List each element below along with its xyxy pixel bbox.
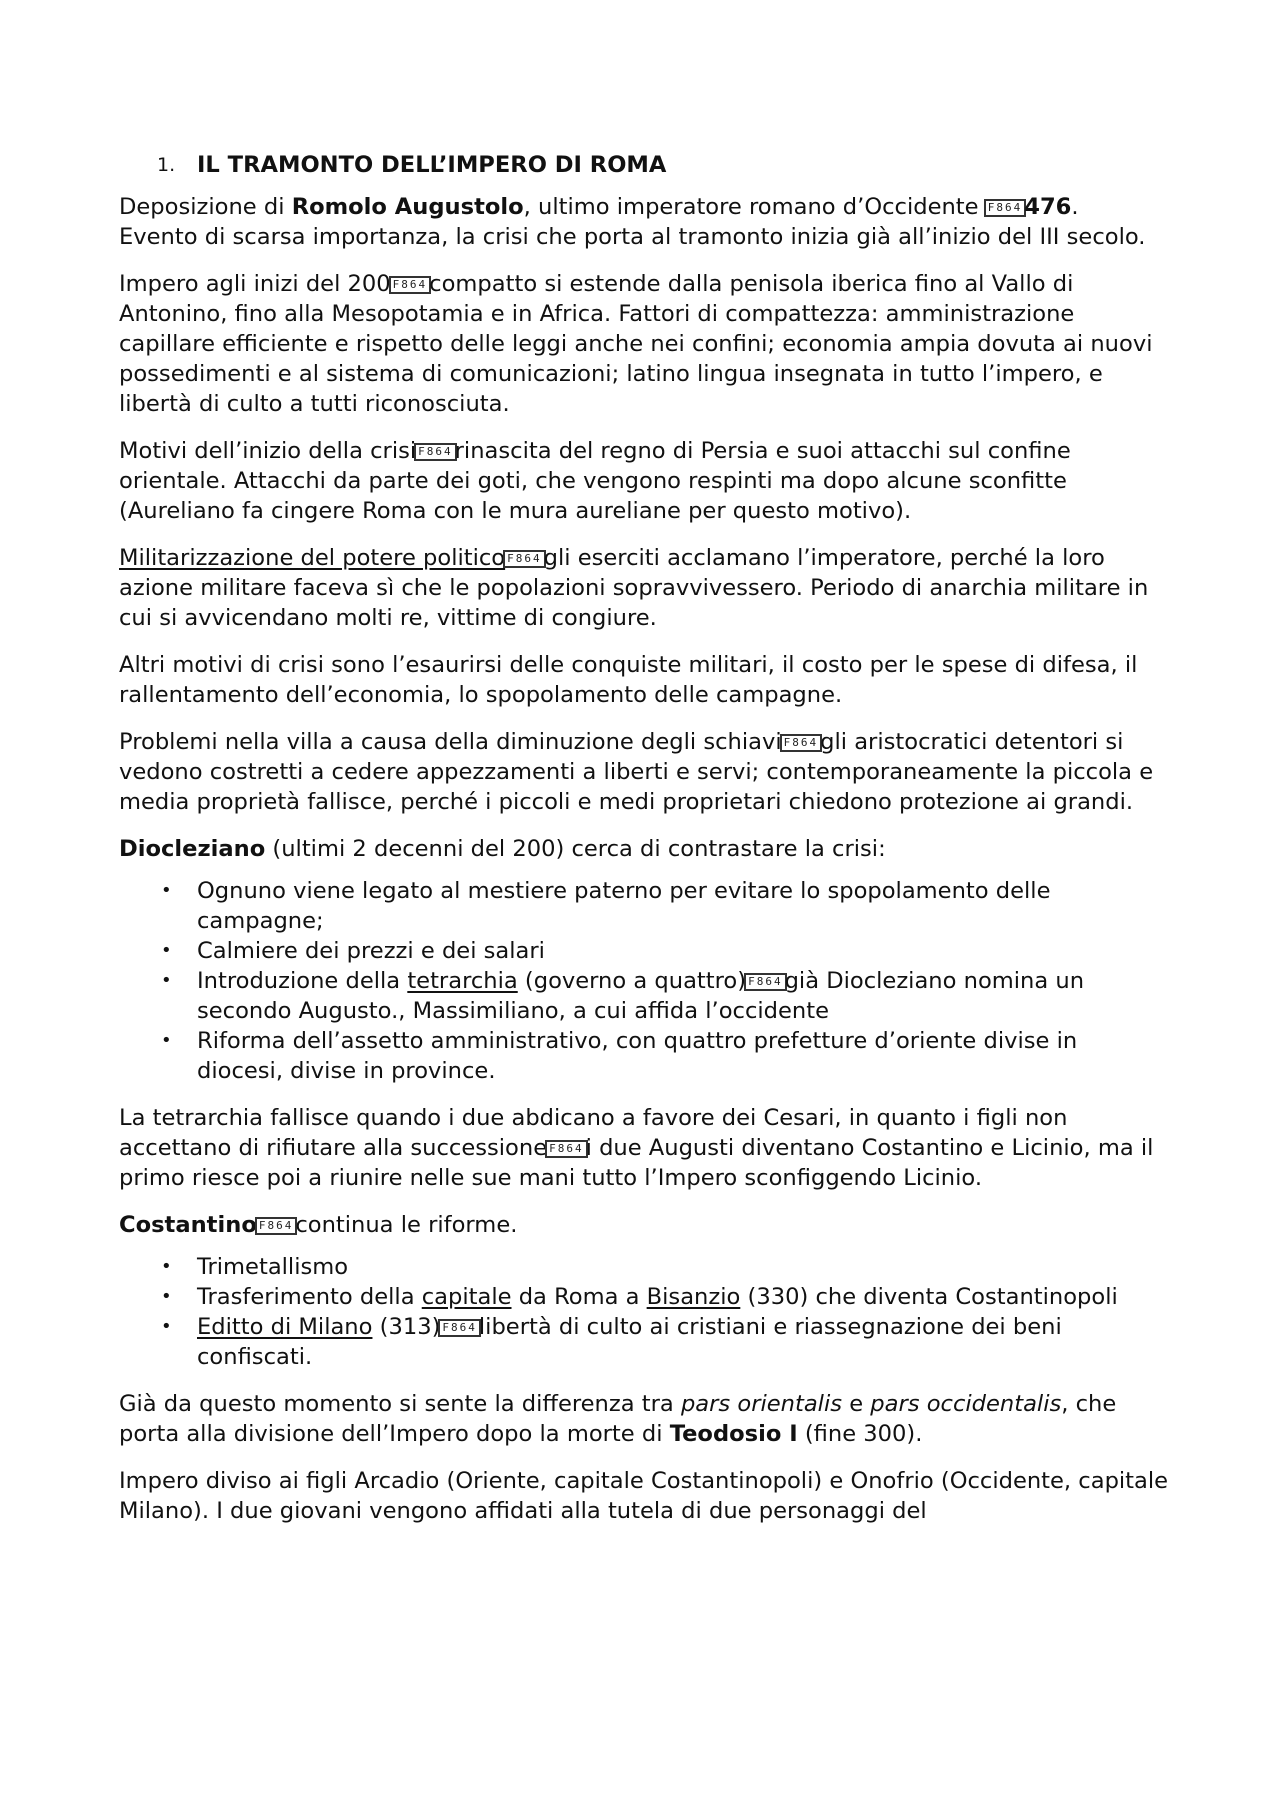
underlined-tetrarchia: tetrarchia <box>407 968 518 994</box>
missing-glyph-icon: F864 <box>389 276 432 294</box>
text-run: rinascita del regno di Persia e suoi attacchi sul confine orientale. Attacchi da parte dei goti, che vengono respinti ma dopo alcune sconfitte (Aureliano fa cingere Roma con le mura aureliane per questo motivo). <box>119 438 1071 524</box>
bullet-icon: • <box>161 1030 172 1051</box>
paragraph-pars <box>119 1389 1169 1449</box>
heading-number: 1. <box>157 154 176 176</box>
paragraph-militarizzazione <box>119 543 1169 633</box>
text-run: Trimetallismo <box>197 1254 349 1280</box>
bullet-icon: • <box>161 1256 172 1277</box>
list-costantino-reforms <box>119 1252 1169 1372</box>
document-page <box>119 150 1169 1543</box>
italic-pars-occidentalis: pars occidentalis <box>870 1391 1062 1417</box>
paragraph-tetrarchia-fallisce <box>119 1103 1169 1193</box>
list-item <box>119 1026 1169 1086</box>
text-run: , ultimo imperatore romano d’Occidente <box>523 194 986 220</box>
underlined-editto-di-milano: Editto di Milano <box>197 1314 373 1340</box>
text-run: (fine 300). <box>797 1421 923 1447</box>
paragraph-motivi-crisi <box>119 436 1169 526</box>
paragraph-impero-200 <box>119 269 1169 419</box>
list-item <box>119 1312 1169 1372</box>
paragraph-villa <box>119 727 1169 817</box>
text-run: Calmiere dei prezzi e dei salari <box>197 938 545 964</box>
text-run: i due Augusti diventano Costantino e Licinio, ma il primo riesce poi a riunire nelle sue mani tutto l’Impero sconfiggendo Licinio. <box>119 1135 1154 1191</box>
text-run: libertà di culto ai cristiani e riassegnazione dei beni confiscati. <box>197 1314 1062 1370</box>
list-item <box>119 1252 1169 1282</box>
text-run: Evento di scarsa importanza, la crisi che porta al tramonto inizia già all’inizio del III secolo. <box>119 224 1146 250</box>
missing-glyph-icon: F864 <box>503 550 546 568</box>
text-run: già Diocleziano nomina un secondo Augusto., Massimiliano, a cui affida l’occidente <box>197 968 1085 1024</box>
text-run: e <box>842 1391 871 1417</box>
list-item <box>119 966 1169 1026</box>
underlined-militarizzazione: Militarizzazione del potere politico <box>119 545 506 571</box>
text-run: gli eserciti acclamano l’imperatore, perché la loro azione militare faceva sì che le popolazioni sopravvivessero. Periodo di anarchia militare in cui si avvicendano molti re, vittime di congiure. <box>119 545 1149 631</box>
bold-year-476: 476 <box>1024 194 1072 220</box>
text-run: Ognuno viene legato al mestiere paterno per evitare lo spopolamento delle campagne; <box>197 878 1051 934</box>
text-run: . <box>1071 194 1079 220</box>
text-run: Riforma dell’assetto amministrativo, con quattro prefetture d’oriente divise in diocesi, divise in province. <box>197 1028 1078 1084</box>
text-run: Problemi nella villa a causa della diminuzione degli schiavi <box>119 729 782 755</box>
text-run: (governo a quattro) <box>517 968 747 994</box>
bold-romolo-augustolo: Romolo Augustolo <box>291 194 524 220</box>
underlined-bisanzio: Bisanzio <box>646 1284 741 1310</box>
italic-pars-orientalis: pars orientalis <box>680 1391 843 1417</box>
paragraph-deposizione <box>119 192 1169 252</box>
bold-teodosio: Teodosio I <box>669 1421 798 1447</box>
missing-glyph-icon: F864 <box>744 973 787 991</box>
list-item <box>119 876 1169 936</box>
paragraph-diocleziano <box>119 834 1169 864</box>
text-run: Introduzione della <box>197 968 408 994</box>
bullet-icon: • <box>161 1286 172 1307</box>
text-run: Impero agli inizi del 200 <box>119 271 391 297</box>
paragraph-altri-motivi: Altri motivi di crisi sono l’esaurirsi delle conquiste militari, il costo per le spese di difesa, il rallentamento dell’economia, lo spopolamento delle campagne. <box>119 652 1138 708</box>
paragraph-impero-diviso: Impero diviso ai figli Arcadio (Oriente, capitale Costantinopoli) e Onofrio (Occidente, capitale Milano). I due giovani vengono affidati alla tutela di due personaggi del <box>119 1468 1169 1524</box>
underlined-capitale: capitale <box>421 1284 512 1310</box>
text-run: , che porta alla divisione dell’Impero dopo la morte di <box>119 1391 1117 1447</box>
paragraph-costantino <box>119 1210 1169 1240</box>
text-run: compatto si estende dalla penisola iberica fino al Vallo di Antonino, fino alla Mesopotamia e in Africa. Fattori di compattezza: amministrazione capillare efficiente e rispetto delle leggi anche nei confini; economia ampia dovuta ai nuovi possedimenti e al sistema di comunicazioni; latino lingua insegnata in tutto l’impero, e libertà di culto a tutti riconosciuta. <box>119 271 1153 417</box>
bullet-icon: • <box>161 940 172 961</box>
missing-glyph-icon: F864 <box>414 443 457 461</box>
bullet-icon: • <box>161 970 172 991</box>
list-item <box>119 936 1169 966</box>
text-run: (330) che diventa Costantinopoli <box>740 1284 1118 1310</box>
missing-glyph-icon: F864 <box>984 199 1027 217</box>
text-run: Motivi dell’inizio della crisi <box>119 438 417 464</box>
heading-title: IL TRAMONTO DELL’IMPERO DI ROMA <box>197 152 667 178</box>
text-run: La tetrarchia fallisce quando i due abdicano a favore dei Cesari, in quanto i figli non accettano di rifiutare alla successione <box>119 1105 1068 1161</box>
bullet-icon: • <box>161 1316 172 1337</box>
bullet-icon: • <box>161 880 172 901</box>
text-run: Già da questo momento si sente la differenza tra <box>119 1391 681 1417</box>
list-item <box>119 1282 1169 1312</box>
text-run: Deposizione di <box>119 194 292 220</box>
bold-costantino: Costantino <box>119 1212 257 1238</box>
text-run: da Roma a <box>511 1284 647 1310</box>
text-run: gli aristocratici detentori si vedono costretti a cedere appezzamenti a liberti e servi; contemporaneamente la piccola e media proprietà fallisce, perché i piccoli e medi proprietari chiedono protezione ai grandi. <box>119 729 1154 815</box>
text-run: (ultimi 2 decenni del 200) cerca di contrastare la crisi: <box>265 836 886 862</box>
bold-diocleziano: Diocleziano <box>119 836 266 862</box>
missing-glyph-icon: F864 <box>780 734 823 752</box>
text-run: continua le riforme. <box>295 1212 518 1238</box>
missing-glyph-icon: F864 <box>545 1140 588 1158</box>
missing-glyph-icon: F864 <box>438 1319 481 1337</box>
text-run: Trasferimento della <box>197 1284 422 1310</box>
missing-glyph-icon: F864 <box>255 1217 298 1235</box>
section-heading <box>119 150 1169 180</box>
text-run: (313) <box>372 1314 441 1340</box>
list-diocleziano-reforms <box>119 876 1169 1086</box>
